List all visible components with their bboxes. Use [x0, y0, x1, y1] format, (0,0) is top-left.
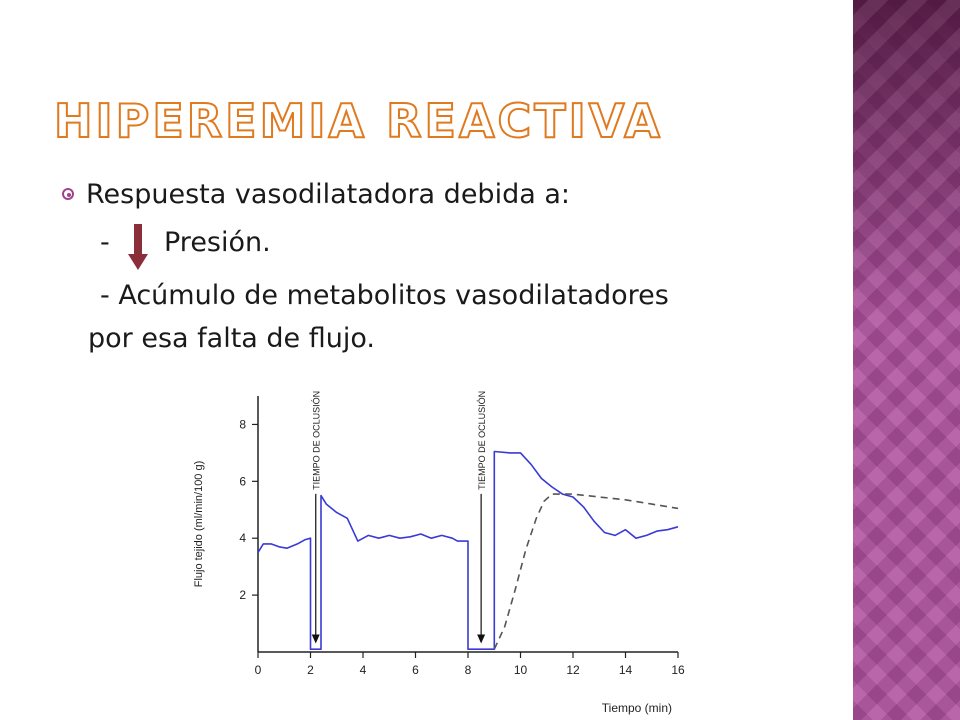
occlusion-label: TIEMPO DE OCLUSIÓN: [311, 390, 322, 490]
y-axis-label: Flujo tejido (ml/min/100 g): [193, 460, 205, 588]
y-tick-label: 4: [239, 531, 246, 546]
x-tick-label: 10: [513, 663, 528, 677]
pressure-label: Presión.: [164, 227, 271, 258]
down-arrow-shaft: [134, 224, 142, 256]
y-tick-label: 8: [239, 417, 246, 432]
occlusion-label: TIEMPO DE OCLUSIÓN: [477, 390, 488, 490]
slide-title: HIPEREMIA REACTIVA: [54, 94, 663, 148]
decorative-side-band: [853, 0, 960, 720]
x-tick-label: 12: [566, 663, 580, 677]
x-tick-label: 6: [412, 663, 419, 677]
x-tick-label: 16: [671, 663, 685, 677]
y-tick-label: 6: [239, 474, 246, 489]
x-tick-label: 4: [359, 663, 367, 677]
x-tick-label: 8: [464, 663, 472, 677]
bullet-item: [62, 178, 570, 212]
x-tick-label: 0: [254, 663, 262, 677]
x-tick-label: 14: [618, 663, 633, 677]
down-arrow-icon: [128, 222, 148, 272]
dashed-series-line: [494, 494, 678, 649]
occlusion-arrow-head: [477, 634, 485, 643]
x-axis-label: Tiempo (min): [601, 701, 672, 715]
occlusion-arrow-head: [312, 634, 320, 643]
bullet-text: Respuesta vasodilatadora debida a:: [86, 179, 570, 210]
blood-flow-chart: [180, 378, 700, 720]
x-tick-label: 2: [307, 663, 314, 677]
pressure-dash: -: [100, 227, 110, 258]
metabolites-line: - Acúmulo de metabolitos vasodilatadores: [100, 280, 669, 311]
y-tick-label: 2: [239, 588, 246, 603]
down-arrow-head: [128, 254, 148, 270]
metabolites-line-continued: por esa falta de flujo.: [88, 323, 375, 354]
bullet-circle-icon: [62, 188, 74, 200]
